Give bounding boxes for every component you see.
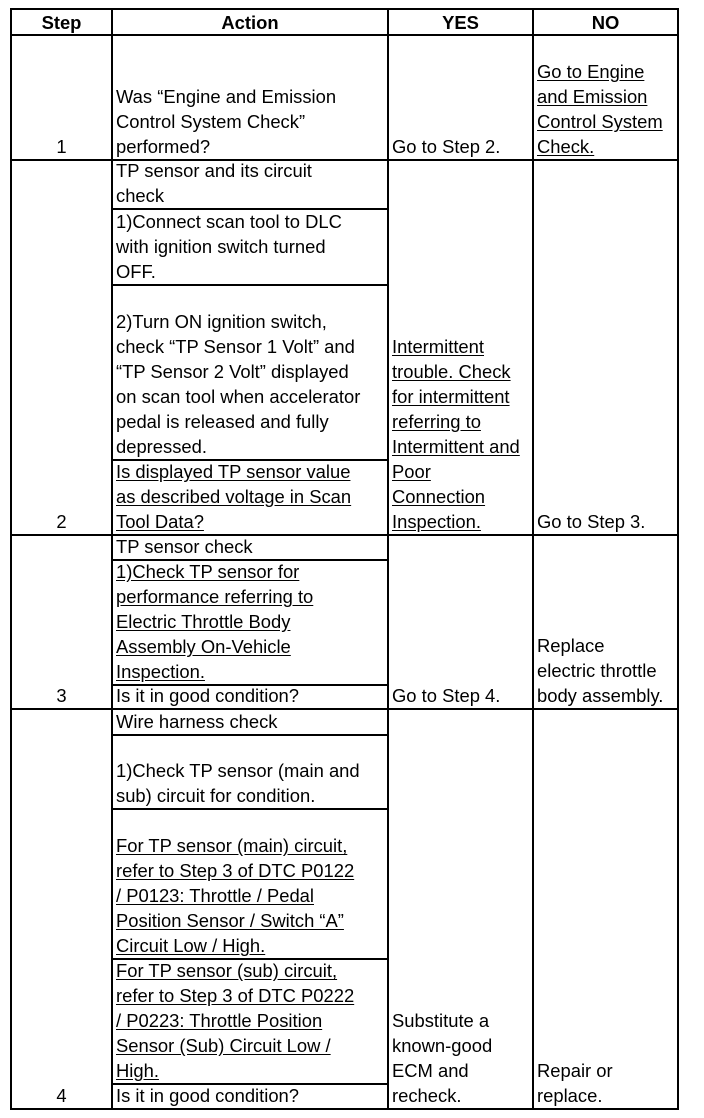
action-cell — [113, 960, 387, 1083]
text-line: Is it in good condition? — [116, 685, 300, 706]
link-text-line[interactable]: as described voltage in Scan — [116, 486, 352, 507]
text-line: Repair or — [537, 1060, 613, 1081]
link-text-line[interactable]: Connection — [392, 486, 486, 507]
text-line: on scan tool when accelerator — [116, 386, 361, 407]
text-line: 1)Check TP sensor (main and — [116, 760, 360, 781]
no-cell — [534, 36, 677, 159]
no-cell — [534, 536, 677, 708]
action-cell — [113, 561, 387, 684]
step-number-cell — [12, 161, 111, 534]
link-text-line[interactable]: Check. — [537, 136, 595, 157]
text-line: recheck. — [392, 1085, 462, 1106]
link-text-line[interactable]: Intermittent and — [392, 436, 520, 457]
link-text-line[interactable]: trouble. Check — [392, 361, 511, 382]
text-line: 2)Turn ON ignition switch, — [116, 311, 327, 332]
action-cell — [113, 286, 387, 459]
text-line: check — [116, 185, 165, 206]
link-text-line[interactable]: / P0223: Throttle Position — [116, 1010, 323, 1031]
text-line: Replace — [537, 635, 605, 656]
text-line: Go to Step 2. — [392, 136, 501, 157]
action-cell — [113, 36, 387, 159]
action-cell — [113, 461, 387, 534]
header-yes — [389, 10, 532, 34]
text-line: sub) circuit for condition. — [116, 785, 316, 806]
action-cell — [113, 161, 387, 208]
link-text-line[interactable]: Electric Throttle Body — [116, 611, 291, 632]
header-action — [113, 10, 387, 34]
action-cell — [113, 810, 387, 958]
text-line: Go to Step 3. — [537, 511, 646, 532]
text-line: ECM and — [392, 1060, 469, 1081]
action-cell — [113, 736, 387, 808]
link-text-line[interactable]: Poor — [392, 461, 431, 482]
text-line: electric throttle — [537, 660, 657, 681]
step-number-cell — [12, 536, 111, 708]
text-line: Is it in good condition? — [116, 1085, 300, 1106]
header-yes-label: YES — [442, 11, 479, 33]
step-number: 2 — [56, 511, 67, 532]
link-text-line[interactable]: Go to Engine — [537, 61, 645, 82]
text-line: with ignition switch turned — [116, 236, 326, 257]
yes-cell — [389, 161, 532, 534]
text-line: Wire harness check — [116, 711, 278, 732]
link-text-line[interactable]: refer to Step 3 of DTC P0122 — [116, 860, 355, 881]
action-cell — [113, 536, 387, 559]
text-line: Was “Engine and Emission — [116, 86, 337, 107]
link-text-line[interactable]: Inspection. — [116, 661, 205, 682]
text-line: Go to Step 4. — [392, 685, 501, 706]
step-number: 3 — [56, 685, 67, 706]
yes-cell — [389, 710, 532, 1108]
text-line: Control System Check” — [116, 111, 306, 132]
step-number: 1 — [56, 136, 67, 157]
link-text-line[interactable]: Is displayed TP sensor value — [116, 461, 351, 482]
text-line: replace. — [537, 1085, 603, 1106]
link-text-line[interactable]: Assembly On-Vehicle — [116, 636, 291, 657]
text-line: TP sensor check — [116, 536, 253, 557]
action-cell — [113, 710, 387, 734]
link-text-line[interactable]: High. — [116, 1060, 159, 1081]
text-line: “TP Sensor 2 Volt” displayed — [116, 361, 349, 382]
link-text-line[interactable]: performance referring to — [116, 586, 314, 607]
link-text-line[interactable]: Position Sensor / Switch “A” — [116, 910, 344, 931]
link-text-line[interactable]: / P0123: Throttle / Pedal — [116, 885, 314, 906]
action-cell — [113, 686, 387, 708]
step-number-cell — [12, 710, 111, 1108]
text-line: depressed. — [116, 436, 207, 457]
header-step — [12, 10, 111, 34]
text-line: check “TP Sensor 1 Volt” and — [116, 336, 355, 357]
text-line: performed? — [116, 136, 211, 157]
header-action-label: Action — [221, 11, 279, 33]
step-number: 4 — [56, 1085, 67, 1106]
link-text-line[interactable]: Tool Data? — [116, 511, 204, 532]
text-line: Substitute a — [392, 1010, 490, 1031]
text-line: body assembly. — [537, 685, 664, 706]
action-cell — [113, 210, 387, 284]
link-text-line[interactable]: for intermittent — [392, 386, 510, 407]
link-text-line[interactable]: For TP sensor (main) circuit, — [116, 835, 348, 856]
link-text-line[interactable]: Control System — [537, 111, 663, 132]
text-line: 1)Connect scan tool to DLC — [116, 211, 342, 232]
yes-cell — [389, 536, 532, 708]
link-text-line[interactable]: 1)Check TP sensor for — [116, 561, 300, 582]
link-text-line[interactable]: Sensor (Sub) Circuit Low / — [116, 1035, 331, 1056]
header-no-label: NO — [591, 11, 620, 33]
text-line: TP sensor and its circuit — [116, 160, 312, 181]
no-cell — [534, 710, 677, 1108]
link-text-line[interactable]: Inspection. — [392, 511, 481, 532]
step-number-cell — [12, 36, 111, 159]
text-line: pedal is released and fully — [116, 411, 329, 432]
link-text-line[interactable]: Circuit Low / High. — [116, 935, 266, 956]
no-cell — [534, 161, 677, 534]
text-line: known-good — [392, 1035, 493, 1056]
link-text-line[interactable]: refer to Step 3 of DTC P0222 — [116, 985, 355, 1006]
yes-cell — [389, 36, 532, 159]
column-border-4 — [677, 8, 679, 1110]
link-text-line[interactable]: and Emission — [537, 86, 648, 107]
action-cell — [113, 1085, 387, 1108]
link-text-line[interactable]: referring to — [392, 411, 481, 432]
header-no — [534, 10, 677, 34]
header-step-label: Step — [41, 11, 82, 33]
diagnostic-table — [10, 8, 679, 1110]
row-border-4 — [10, 1108, 679, 1110]
text-line: OFF. — [116, 261, 156, 282]
link-text-line[interactable]: For TP sensor (sub) circuit, — [116, 960, 338, 981]
link-text-line[interactable]: Intermittent — [392, 336, 484, 357]
